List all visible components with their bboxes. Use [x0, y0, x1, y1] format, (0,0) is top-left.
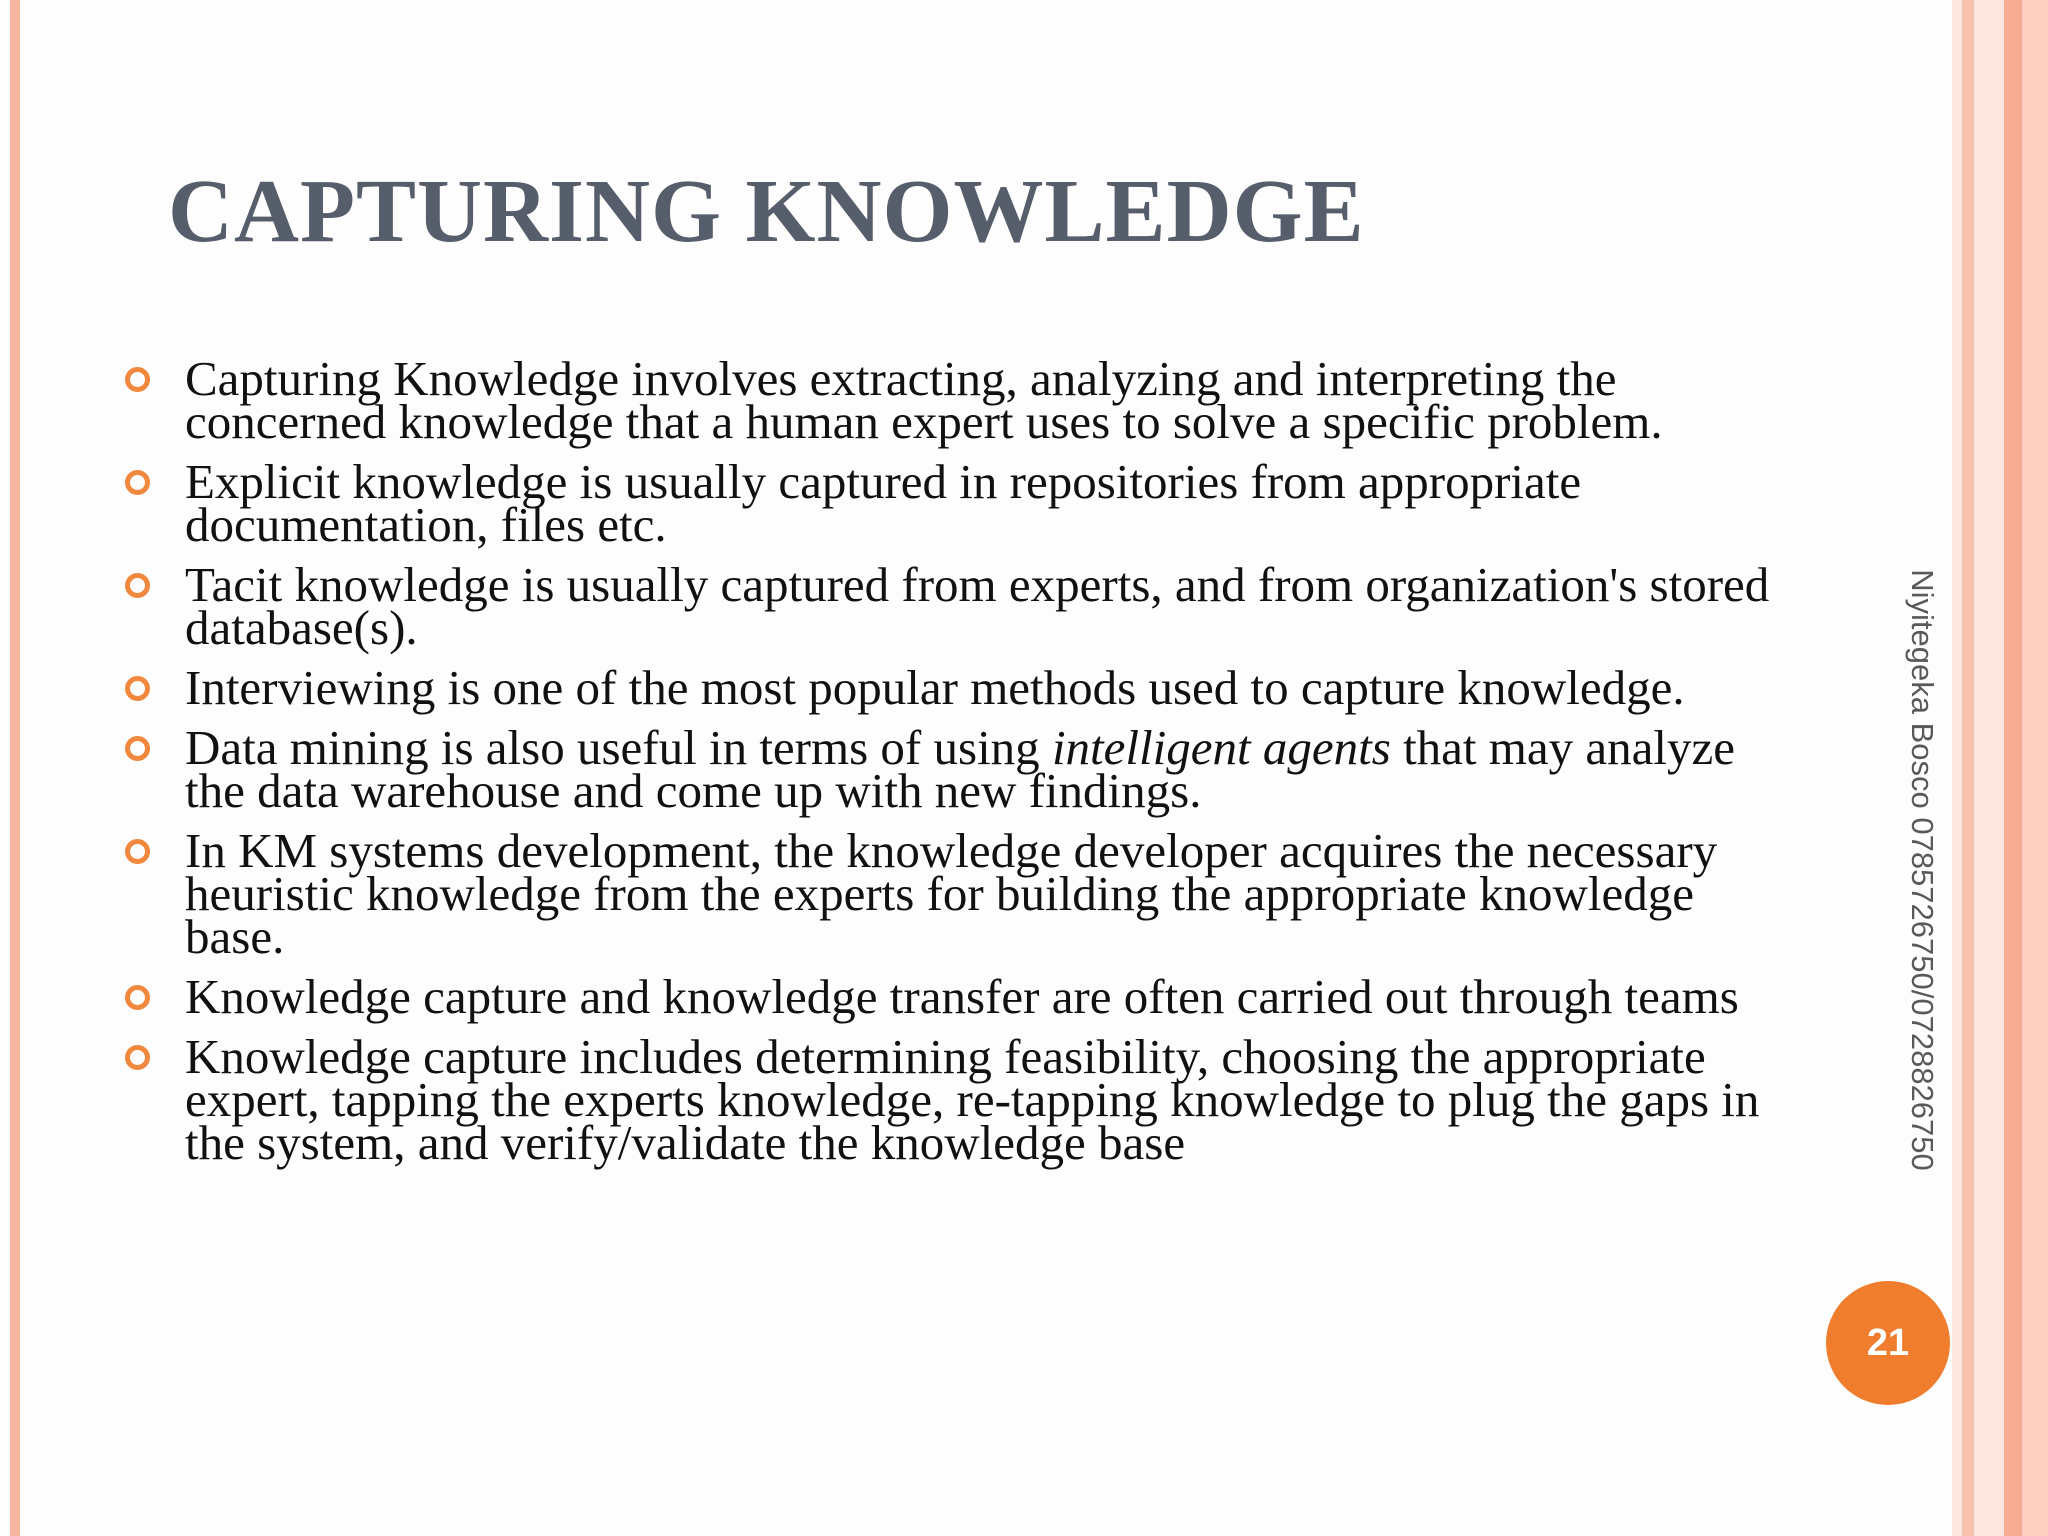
bullet-ring-icon — [125, 367, 150, 392]
bullet-item — [125, 1029, 1785, 1170]
author-footer-text: Niyitegeka Bosco 0785726750/0728826750 — [1905, 569, 1940, 1171]
bullet-text: Tacit knowledge is usually captured from experts, and from organization's stored database(s). — [185, 557, 1770, 655]
bullet-item — [125, 969, 1785, 1024]
bullet-ring-icon — [125, 470, 150, 495]
bullet-ring-icon — [125, 839, 150, 864]
bullet-ring-icon — [125, 573, 150, 598]
bullet-ring-icon — [125, 736, 150, 761]
bullet-text: Capturing Knowledge involves extracting, analyzing and interpreting the concerned knowledge that a human expert uses to solve a specific problem. — [185, 351, 1663, 449]
bullet-item — [125, 351, 1785, 449]
bullet-ring-icon — [125, 985, 150, 1010]
bullet-list — [125, 351, 1785, 1181]
left-border-stripe — [10, 0, 20, 1536]
bullet-text-after: that may analyze the data warehouse and come up with new findings. — [185, 720, 1736, 818]
bullet-emphasis: intelligent agents — [1051, 720, 1391, 775]
bullet-item — [125, 660, 1785, 715]
bullet-text: In KM systems development, the knowledge developer acquires the necessary heuristic knowledge from the experts for building the appropriate knowledge base. — [185, 823, 1718, 964]
bullet-text: Knowledge capture includes determining feasibility, choosing the appropriate expert, tapping the experts knowledge, re-tapping knowledge to plug the gaps in the system, and verify/validate the knowledge base — [185, 1029, 1760, 1170]
bullet-item — [125, 454, 1785, 552]
page-number-badge: 21 — [1826, 1281, 1950, 1405]
bullet-item — [125, 823, 1785, 964]
bullet-text-before: Data mining is also useful in terms of using — [185, 720, 1052, 775]
bullet-ring-icon — [125, 1045, 150, 1070]
bullet-text: Knowledge capture and knowledge transfer are often carried out through teams — [185, 969, 1739, 1024]
bullet-text: Explicit knowledge is usually captured in repositories from appropriate documentation, files etc. — [185, 454, 1582, 552]
right-border-band — [1952, 0, 2048, 1536]
bullet-item — [125, 557, 1785, 655]
bullet-text: Interviewing is one of the most popular methods used to capture knowledge. — [185, 660, 1685, 715]
slide-title: CAPTURING KNOWLEDGE — [168, 162, 1365, 261]
bullet-item — [125, 720, 1785, 818]
bullet-ring-icon — [125, 676, 150, 701]
